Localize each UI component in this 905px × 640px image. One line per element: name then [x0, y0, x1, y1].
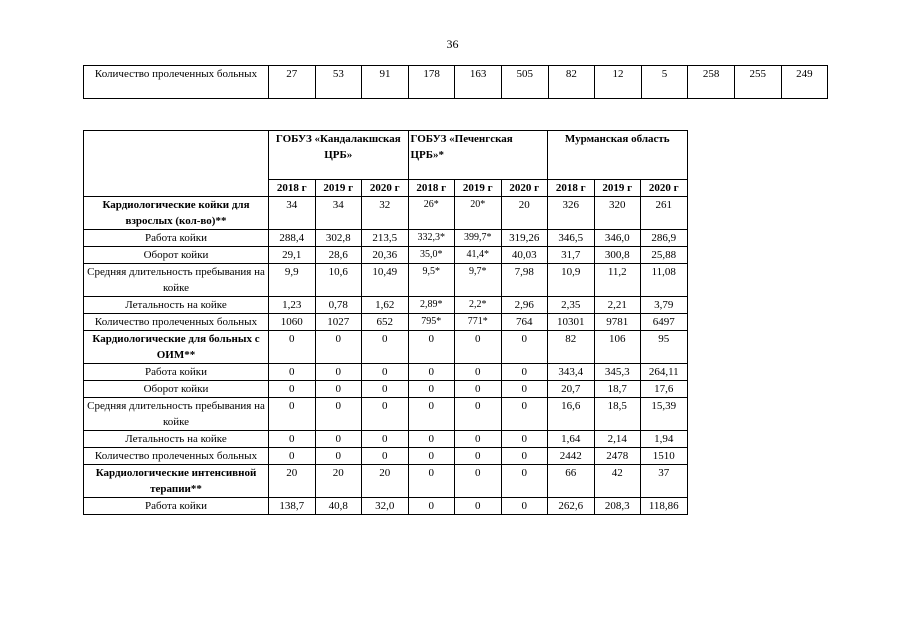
row-label: Работа койки — [84, 230, 269, 247]
table-cell: 0 — [315, 398, 362, 431]
table-cell: 106 — [594, 331, 641, 364]
table-cell: 20,36 — [362, 247, 409, 264]
group-header: ГОБУЗ «Печенгская ЦРБ»* — [408, 131, 548, 180]
table-cell: 1,23 — [269, 297, 316, 314]
table-row — [84, 264, 688, 297]
table-cell: 178 — [408, 66, 455, 99]
table-cell: 1060 — [269, 314, 316, 331]
table-cell: 118,86 — [641, 498, 688, 515]
table-cell: 0 — [408, 465, 455, 498]
table-cell: 91 — [362, 66, 409, 99]
table-row — [84, 197, 688, 230]
table-cell: 0 — [455, 448, 502, 465]
table-cell: 32,0 — [362, 498, 409, 515]
table-cell: 40,03 — [501, 247, 548, 264]
table-cell: 34 — [315, 197, 362, 230]
main-table — [83, 130, 688, 515]
table-cell: 34 — [269, 197, 316, 230]
table-cell: 11,08 — [641, 264, 688, 297]
table-cell: 20 — [501, 197, 548, 230]
table-cell: 0 — [408, 498, 455, 515]
table-cell: 345,3 — [594, 364, 641, 381]
table-cell: 0 — [362, 381, 409, 398]
table-cell: 18,5 — [594, 398, 641, 431]
table-cell: 9,7* — [455, 264, 502, 297]
row-label: Количество пролеченных больных — [84, 66, 269, 99]
table-cell: 2,2* — [455, 297, 502, 314]
table-cell: 652 — [362, 314, 409, 331]
year-header: 2019 г — [455, 180, 502, 197]
table-cell: 12 — [595, 66, 642, 99]
table-row — [84, 314, 688, 331]
table-row — [84, 230, 688, 247]
table-cell: 18,7 — [594, 381, 641, 398]
table-cell: 138,7 — [269, 498, 316, 515]
table-cell: 320 — [594, 197, 641, 230]
table-cell: 0 — [269, 364, 316, 381]
table-cell: 35,0* — [408, 247, 455, 264]
table-cell: 9,5* — [408, 264, 455, 297]
table-cell: 0 — [501, 448, 548, 465]
table-cell: 20 — [269, 465, 316, 498]
table-cell: 53 — [315, 66, 362, 99]
table-cell: 399,7* — [455, 230, 502, 247]
table-cell: 262,6 — [548, 498, 595, 515]
row-label: Средняя длительность пребывания на койке — [84, 264, 269, 297]
table-row — [84, 297, 688, 314]
table-row — [84, 381, 688, 398]
year-header: 2018 г — [269, 180, 316, 197]
row-label: Количество пролеченных больных — [84, 448, 269, 465]
table-cell: 319,26 — [501, 230, 548, 247]
table-cell: 66 — [548, 465, 595, 498]
table-cell: 332,3* — [408, 230, 455, 247]
year-header: 2018 г — [548, 180, 595, 197]
table-cell: 326 — [548, 197, 595, 230]
table-cell: 2,89* — [408, 297, 455, 314]
table-cell: 0 — [501, 498, 548, 515]
group-header: ГОБУЗ «Кандалакшская ЦРБ» — [269, 131, 409, 180]
table-cell: 1,94 — [641, 431, 688, 448]
table-cell: 0 — [269, 381, 316, 398]
row-label: Кардиологические койки для взрослых (кол-во)** — [84, 197, 269, 230]
table-cell: 26* — [408, 197, 455, 230]
year-header: 2018 г — [408, 180, 455, 197]
row-label: Кардиологические интенсивной терапии** — [84, 465, 269, 498]
table-cell: 20 — [315, 465, 362, 498]
table-row — [84, 398, 688, 431]
table-cell: 0 — [455, 498, 502, 515]
year-header: 2019 г — [594, 180, 641, 197]
table-cell: 20,7 — [548, 381, 595, 398]
table-cell: 2,21 — [594, 297, 641, 314]
page-number: 36 — [446, 37, 459, 51]
table-cell: 764 — [501, 314, 548, 331]
table-cell: 41,4* — [455, 247, 502, 264]
table-cell: 2442 — [548, 448, 595, 465]
table-cell: 16,6 — [548, 398, 595, 431]
table-cell: 0 — [455, 465, 502, 498]
table-cell: 32 — [362, 197, 409, 230]
table-cell: 208,3 — [594, 498, 641, 515]
group-header-row — [84, 131, 688, 180]
table-cell: 11,2 — [594, 264, 641, 297]
table-cell: 0 — [455, 364, 502, 381]
table-cell: 42 — [594, 465, 641, 498]
row-label: Летальность на койке — [84, 431, 269, 448]
table-cell: 0 — [362, 448, 409, 465]
table-cell: 1,64 — [548, 431, 595, 448]
table-cell: 29,1 — [269, 247, 316, 264]
table-cell: 9,9 — [269, 264, 316, 297]
table-cell: 82 — [548, 66, 595, 99]
table-cell: 286,9 — [641, 230, 688, 247]
table-cell: 0 — [269, 431, 316, 448]
table-row — [84, 465, 688, 498]
table-cell: 0 — [315, 431, 362, 448]
table-cell: 2,96 — [501, 297, 548, 314]
row-label: Оборот койки — [84, 381, 269, 398]
table-cell: 3,79 — [641, 297, 688, 314]
table-cell: 346,0 — [594, 230, 641, 247]
table-cell: 0 — [315, 364, 362, 381]
year-header: 2020 г — [362, 180, 409, 197]
table-cell: 6497 — [641, 314, 688, 331]
table-row — [84, 498, 688, 515]
table-cell: 0 — [408, 431, 455, 448]
table-cell: 0 — [362, 364, 409, 381]
table-cell: 0 — [455, 381, 502, 398]
table-cell: 258 — [688, 66, 735, 99]
table-cell: 0 — [408, 448, 455, 465]
table-cell: 0 — [362, 431, 409, 448]
year-header: 2020 г — [641, 180, 688, 197]
table-cell: 0 — [269, 398, 316, 431]
row-label: Средняя длительность пребывания на койке — [84, 398, 269, 431]
corner-cell — [84, 131, 269, 197]
row-label: Оборот койки — [84, 247, 269, 264]
table-cell: 10,9 — [548, 264, 595, 297]
table-cell: 20* — [455, 197, 502, 230]
table-cell: 10,49 — [362, 264, 409, 297]
row-label: Кардиологические для больных с ОИМ** — [84, 331, 269, 364]
table-cell: 17,6 — [641, 381, 688, 398]
table-cell: 0 — [408, 381, 455, 398]
table-cell: 0 — [408, 398, 455, 431]
table-cell: 28,6 — [315, 247, 362, 264]
row-label: Количество пролеченных больных — [84, 314, 269, 331]
table-cell: 0 — [269, 331, 316, 364]
table-cell: 0 — [315, 381, 362, 398]
table-cell: 27 — [269, 66, 316, 99]
table-row — [84, 448, 688, 465]
table-cell: 1510 — [641, 448, 688, 465]
table-cell: 25,88 — [641, 247, 688, 264]
table-cell: 0 — [408, 364, 455, 381]
table-cell: 795* — [408, 314, 455, 331]
table-cell: 0 — [501, 398, 548, 431]
table-cell: 771* — [455, 314, 502, 331]
table-cell: 505 — [501, 66, 548, 99]
table-cell: 10301 — [548, 314, 595, 331]
year-header: 2020 г — [501, 180, 548, 197]
table-cell: 0 — [362, 331, 409, 364]
table-cell: 9781 — [594, 314, 641, 331]
table-cell: 2,35 — [548, 297, 595, 314]
table-cell: 255 — [734, 66, 781, 99]
table-cell: 1,62 — [362, 297, 409, 314]
table-cell: 0 — [408, 331, 455, 364]
table-cell: 0 — [501, 431, 548, 448]
table-cell: 0 — [455, 331, 502, 364]
table-cell: 0 — [501, 465, 548, 498]
table-cell: 0 — [455, 398, 502, 431]
table-cell: 20 — [362, 465, 409, 498]
table-cell: 31,7 — [548, 247, 595, 264]
table-cell: 0 — [315, 331, 362, 364]
table-cell: 0 — [501, 381, 548, 398]
table-row — [84, 331, 688, 364]
table-cell: 300,8 — [594, 247, 641, 264]
table-cell: 288,4 — [269, 230, 316, 247]
table-cell: 264,11 — [641, 364, 688, 381]
table-cell: 5 — [641, 66, 688, 99]
table-row — [84, 66, 828, 99]
table-cell: 163 — [455, 66, 502, 99]
table-cell: 0 — [501, 331, 548, 364]
group-header: Мурманская область — [548, 131, 688, 180]
table-row — [84, 247, 688, 264]
row-label: Работа койки — [84, 498, 269, 515]
table-cell: 0 — [315, 448, 362, 465]
table-cell: 1027 — [315, 314, 362, 331]
table-cell: 343,4 — [548, 364, 595, 381]
table-cell: 0 — [501, 364, 548, 381]
table-cell: 10,6 — [315, 264, 362, 297]
table-cell: 7,98 — [501, 264, 548, 297]
table-cell: 346,5 — [548, 230, 595, 247]
table-cell: 0,78 — [315, 297, 362, 314]
table-cell: 0 — [455, 431, 502, 448]
table-row — [84, 364, 688, 381]
table-cell: 82 — [548, 331, 595, 364]
table-cell: 15,39 — [641, 398, 688, 431]
top-table — [83, 65, 828, 99]
table-cell: 213,5 — [362, 230, 409, 247]
table-row — [84, 431, 688, 448]
year-header: 2019 г — [315, 180, 362, 197]
table-cell: 95 — [641, 331, 688, 364]
table-cell: 2,14 — [594, 431, 641, 448]
table-cell: 261 — [641, 197, 688, 230]
table-cell: 249 — [781, 66, 828, 99]
row-label: Работа койки — [84, 364, 269, 381]
table-cell: 0 — [362, 398, 409, 431]
row-label: Летальность на койке — [84, 297, 269, 314]
table-cell: 0 — [269, 448, 316, 465]
table-cell: 302,8 — [315, 230, 362, 247]
table-cell: 40,8 — [315, 498, 362, 515]
table-cell: 2478 — [594, 448, 641, 465]
table-cell: 37 — [641, 465, 688, 498]
